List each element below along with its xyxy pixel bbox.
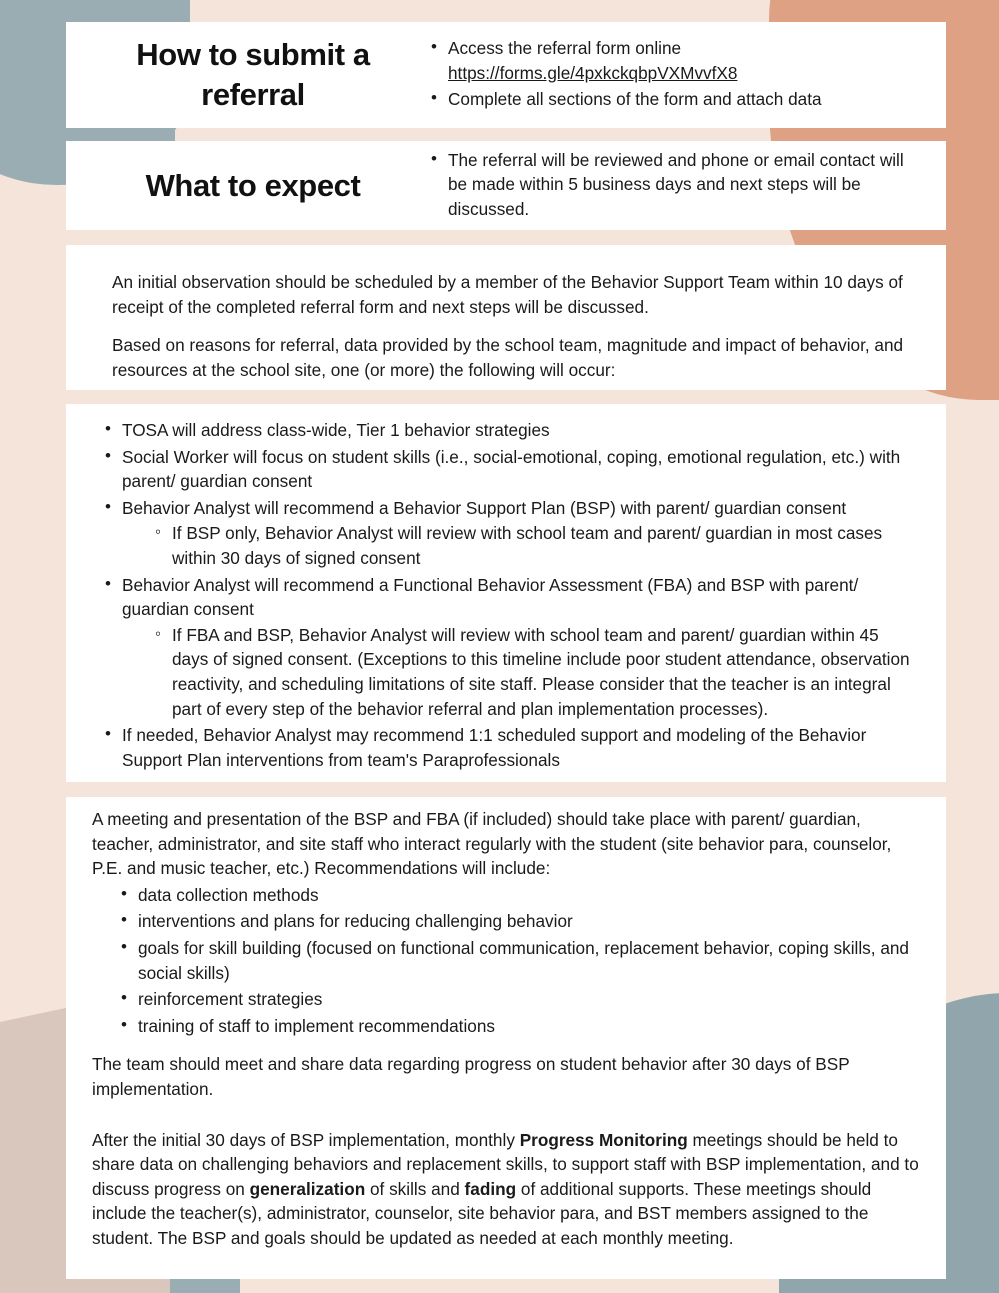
meeting-intro: A meeting and presentation of the BSP and FBA (if included) should take place with parent/ guardian, teacher, administrator, and site staff who interact regularly with the student (site behavior para, counselor, P.E. and music teacher, etc.) Recommendations will include:: [92, 809, 892, 879]
recommendation-0-text: data collection methods: [138, 884, 319, 905]
outcome-2-sublist: [152, 521, 916, 570]
outcome-4-text: If needed, Behavior Analyst may recommend 1:1 scheduled support and modeling of the Behavior Support Plan interventions from team's Paraprofessionals: [122, 725, 867, 770]
list-item: [428, 87, 924, 112]
how-to-submit-bullet-list: [428, 36, 924, 112]
how-to-submit-body: [414, 36, 924, 114]
list-item: [428, 148, 924, 222]
recommendation-3-text: reinforcement strategies: [138, 989, 323, 1010]
section-how-to-submit: [66, 22, 946, 128]
list-item: [152, 521, 916, 570]
list-item: [152, 623, 916, 721]
list-item: [118, 883, 924, 908]
list-item: [118, 1014, 924, 1039]
outcome-3-sublist: [152, 623, 916, 721]
list-item: [102, 418, 916, 443]
outcome-2-sub-0-text: If BSP only, Behavior Analyst will review with school team and parent/ guardian in most cases within 30 days of signed consent: [172, 523, 883, 568]
section-initial-observation: [66, 245, 946, 390]
how-to-submit-bullet-1-text: Complete all sections of the form and attach data: [448, 89, 822, 110]
observation-paragraph-1: Based on reasons for referral, data provided by the school team, magnitude and impact of behavior, and resources at the school site, one (or more) the following will occur:: [112, 335, 904, 380]
monitoring-bold-fading: fading: [464, 1178, 517, 1199]
recommendation-2-text: goals for skill building (focused on functional communication, replacement behavior, coping skills, and social skills): [138, 937, 909, 983]
list-item: [102, 573, 916, 722]
section-outcomes: [66, 404, 946, 782]
monitoring-bold-progress-monitoring: Progress Monitoring: [519, 1129, 688, 1150]
list-item: [118, 987, 924, 1012]
what-to-expect-body: [414, 148, 924, 224]
recommendation-4-text: training of staff to implement recommendations: [138, 1015, 495, 1036]
list-item: [118, 936, 924, 985]
outcome-1-text: Social Worker will focus on student skills (i.e., social-emotional, coping, emotional regulation, etc.) with parent/ guardian consent: [122, 446, 901, 492]
list-item: [428, 36, 924, 85]
monitoring-part4: of additional supports. These meetings should include the teacher(s), administrator, counselor, site behavior para, and BST members assigned to the student. The BSP and goals should be updated as needed at each monthly meeting.: [92, 1178, 872, 1248]
list-item: [102, 496, 916, 571]
outcome-2-text: Behavior Analyst will recommend a Behavior Support Plan (BSP) with parent/ guardian consent: [122, 497, 847, 518]
section-meeting: [66, 797, 946, 1279]
how-to-submit-bullet-0-text: Access the referral form online: [448, 38, 682, 59]
outcome-3-text: Behavior Analyst will recommend a Functional Behavior Assessment (FBA) and BSP with parent/ guardian consent: [122, 574, 859, 620]
section-what-to-expect: [66, 141, 946, 230]
monitoring-bold-generalization: generalization: [249, 1178, 366, 1199]
progress-monitoring-paragraph: [92, 1128, 924, 1251]
outcome-3-sub-0-text: If FBA and BSP, Behavior Analyst will review with school team and parent/ guardian within 45 days of signed consent. (Exceptions to this timeline include poor student attendance, observation reactivity, and scheduling limitations of site staff. Please consider that the teacher is an integral part of every step of the behavior referral and plan implementation processes).: [172, 624, 910, 719]
monitoring-part3: of skills and: [365, 1178, 465, 1199]
what-to-expect-title: What to expect: [145, 167, 361, 203]
monitoring-part2: meetings should be held to share data on challenging behaviors and replacement skills, to support staff with BSP implementation, and to discuss progress on: [92, 1129, 919, 1199]
monitoring-part1: After the initial 30 days of BSP implementation, monthly: [92, 1129, 520, 1150]
list-item: [118, 909, 924, 934]
recommendation-1-text: interventions and plans for reducing challenging behavior: [138, 911, 573, 932]
observation-paragraph-0: An initial observation should be scheduled by a member of the Behavior Support Team within 10 days of receipt of the completed referral form and next steps will be discussed.: [112, 272, 903, 317]
list-item: [102, 445, 916, 494]
list-item: [102, 723, 916, 772]
how-to-submit-title: How to submit a referral: [136, 37, 370, 112]
outcomes-list: [102, 418, 916, 772]
referral-form-link[interactable]: https://forms.gle/4pxkckqbpVXMvvfX8: [448, 62, 738, 83]
what-to-expect-bullet-list: [428, 148, 924, 222]
what-to-expect-bullet-0-text: The referral will be reviewed and phone or email contact will be made within 5 business days and next steps will be discussed.: [448, 149, 904, 219]
recommendations-list: [118, 883, 924, 1039]
outcome-0-text: TOSA will address class-wide, Tier 1 behavior strategies: [122, 420, 550, 440]
followup-paragraph: The team should meet and share data regarding progress on student behavior after 30 days of BSP implementation.: [92, 1054, 850, 1099]
